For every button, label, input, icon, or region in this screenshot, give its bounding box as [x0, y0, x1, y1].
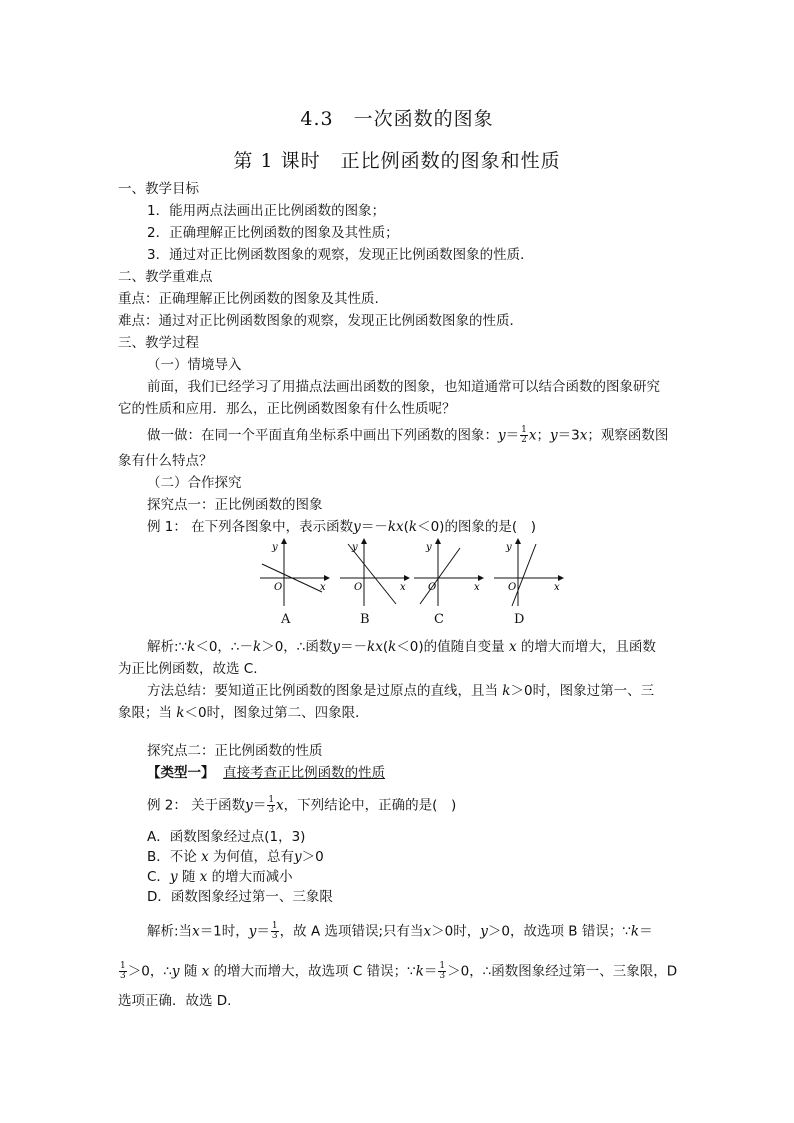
graph-d-origin: O — [508, 582, 517, 593]
key-point: 重点：正确理解正比例函数的图象及其性质. — [118, 291, 379, 307]
option-d: D．函数图象经过第一、三象限 — [147, 889, 333, 905]
type-1-heading: 【类型一】 直接考查正比例函数的性质 — [147, 765, 386, 781]
graph-a-x-label: x — [320, 582, 326, 593]
page-subtitle: 第 1 课时 正比例函数的图象和性质 — [233, 150, 561, 172]
explore-point-1: 探究点一：正比例函数的图象 — [147, 497, 323, 513]
section-heading-3: 三、教学过程 — [118, 335, 199, 351]
graph-b-x-label: x — [400, 582, 406, 593]
graph-c-origin: O — [428, 582, 437, 593]
graph-c-y-label: y — [426, 542, 432, 553]
analysis-2-line-3: 选项正确．故选 D. — [118, 993, 232, 1009]
graph-a-caption: A — [281, 612, 291, 627]
method-summary-line-1: 方法总结：要知道正比例函数的图象是过原点的直线，且当 k＞0时，图象过第一、三 — [147, 683, 655, 699]
analysis-1-line-1: 解析:∵k＜0，∴－k＞0，∴函数y＝－kx(k＜0)的值随自变量 x 的增大而增大，且函数 — [147, 639, 656, 655]
intro-line-2: 它的性质和应用．那么，正比例函数图象有什么性质呢？ — [118, 401, 456, 417]
graph-c-x-label: x — [474, 582, 480, 593]
intro-line-1: 前面，我们已经学习了用描点法画出函数的图象，也知道通常可以结合函数的图象研究 — [147, 379, 660, 395]
graph-d — [492, 538, 564, 608]
try-it-line-2: 象有什么特点？ — [118, 453, 213, 469]
graph-c-caption: C — [434, 612, 444, 627]
analysis-1-line-2: 为正比例函数，故选 C. — [118, 661, 258, 677]
explore-point-2: 探究点二：正比例函数的性质 — [147, 743, 323, 759]
method-summary-line-2: 象限；当 k＜0时，图象过第二、四象限． — [118, 705, 369, 721]
graph-b-y-label: y — [352, 542, 358, 553]
graph-d-caption: D — [514, 612, 525, 627]
option-a: A．函数图象经过点(1，3) — [147, 829, 306, 845]
difficult-point: 难点：通过对正比例函数图象的观察，发现正比例函数图象的性质． — [118, 313, 523, 329]
example-2: 例 2： 关于函数y＝ $\frac{1}{3}$ x，下列结论中，正确的是( ) — [147, 795, 457, 815]
graph-a-y-label: y — [272, 542, 278, 553]
try-it-line-1: 做一做：在同一个平面直角坐标系中画出下列函数的图象：y＝ $\frac{1}{2}$ x；y＝3x；观察函数图 — [147, 425, 669, 445]
graph-b-caption: B — [360, 612, 370, 627]
part-heading-1: （一）情境导入 — [147, 357, 242, 373]
part-heading-2: （二）合作探究 — [147, 475, 242, 491]
goal-item-3: 3．通过对正比例函数图象的观察，发现正比例函数图象的性质． — [147, 247, 534, 263]
example-1: 例 1： 在下列各图象中，表示函数y＝－kx(k＜0)的图象的是( ) — [147, 519, 536, 535]
graph-a — [258, 538, 330, 608]
graph-b — [338, 538, 410, 608]
graph-b-origin: O — [354, 582, 363, 593]
page-title: 4.3 一次函数的图象 — [300, 108, 494, 130]
analysis-2-line-2: $\frac{1}{3}$ ＞0，∴y 随 x 的增大而增大，故选项 C 错误；∵k＝ $\frac{1}{3}$ ＞0，∴函数图象经过第一、三象限，D — [120, 961, 678, 981]
graph-c — [412, 538, 484, 608]
goal-item-2: 2．正确理解正比例函数的图象及其性质； — [147, 225, 399, 241]
section-heading-2: 二、教学重难点 — [118, 269, 213, 285]
section-heading-1: 一、教学目标 — [118, 181, 199, 197]
option-c: C．y 随 x 的增大而减小 — [147, 869, 293, 885]
graph-d-x-label: x — [554, 582, 560, 593]
goal-item-1: 1．能用两点法画出正比例函数的图象； — [147, 203, 386, 219]
option-b: B．不论 x 为何值，总有y＞0 — [147, 849, 324, 865]
analysis-2-line-1: 解析:当x＝1时，y＝ $\frac{1}{3}$ ，故 A 选项错误;只有当x＞0时，y＞0，故选项 B 错误；∵k＝ — [147, 921, 653, 941]
graph-a-origin: O — [274, 582, 283, 593]
graph-d-y-label: y — [506, 542, 512, 553]
